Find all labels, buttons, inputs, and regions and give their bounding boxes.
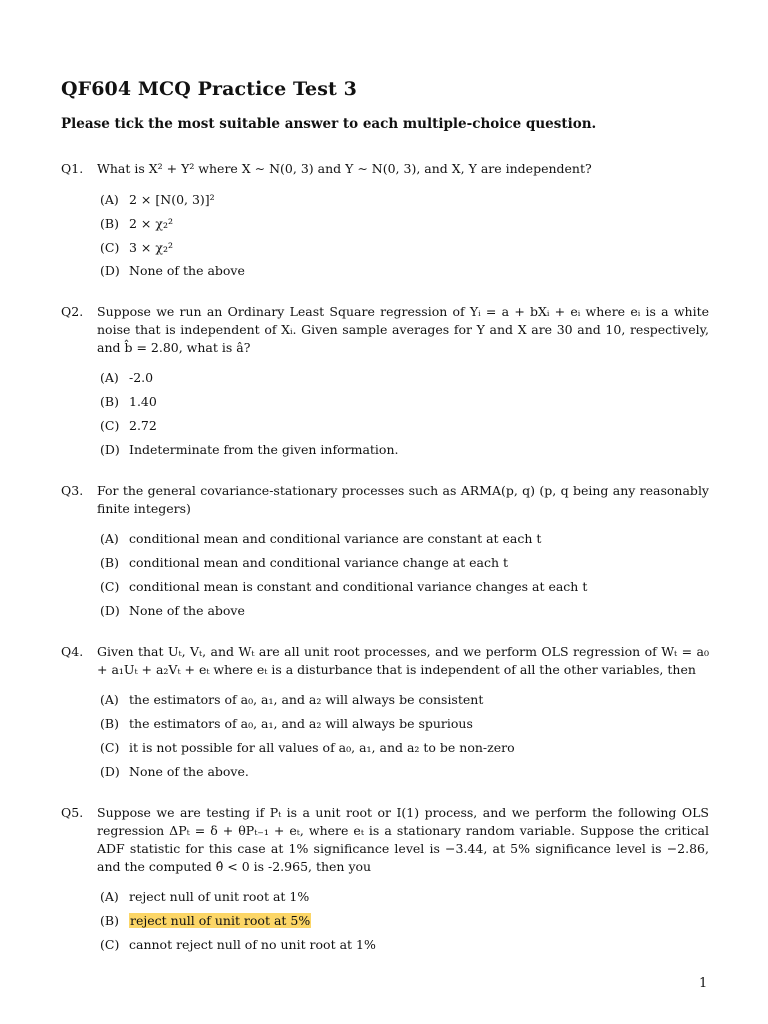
option-label: (B) bbox=[100, 913, 119, 928]
option-q1-c[interactable] bbox=[100, 239, 173, 257]
option-text: 3 × χ₂² bbox=[129, 240, 173, 255]
option-text: 2 × [N(0, 3)]² bbox=[129, 192, 215, 207]
question-5 bbox=[61, 804, 709, 876]
option-text: it is not possible for all values of a₀, a₁, and a₂ to be non-zero bbox=[129, 740, 515, 755]
option-text: None of the above bbox=[129, 263, 245, 278]
option-text: 2.72 bbox=[129, 418, 157, 433]
option-text: reject null of unit root at 1% bbox=[129, 889, 310, 904]
option-label: (D) bbox=[100, 764, 120, 779]
question-number: Q4. bbox=[61, 644, 84, 659]
question-number: Q3. bbox=[61, 483, 84, 498]
option-q4-d[interactable] bbox=[100, 763, 249, 781]
option-text: 2 × χ₂² bbox=[129, 216, 173, 231]
question-text: What is X² + Y² where X ∼ N(0, 3) and Y ∼ N(0, 3), and X, Y are independent? bbox=[97, 161, 592, 176]
question-4 bbox=[61, 643, 709, 679]
option-label: (D) bbox=[100, 263, 120, 278]
option-label: (A) bbox=[100, 889, 119, 904]
option-q4-b[interactable] bbox=[100, 715, 473, 733]
option-label: (D) bbox=[100, 603, 120, 618]
question-2 bbox=[61, 303, 709, 357]
option-q2-c[interactable] bbox=[100, 417, 157, 435]
option-label: (A) bbox=[100, 192, 119, 207]
question-number: Q2. bbox=[61, 304, 84, 319]
option-q1-a[interactable] bbox=[100, 191, 215, 209]
option-text: cannot reject null of no unit root at 1% bbox=[129, 937, 376, 952]
question-text: Suppose we are testing if Pₜ is a unit root or I(1) process, and we perform the following OLS regression ΔPₜ = δ + θPₜ₋₁ + eₜ, where eₜ is a stationary random variable. Suppose the critical ADF statistic for this case at 1% significance level is −3.44, at 5% significance level is −2.86, and the computed θ̂ < 0 is -2.965, then you bbox=[97, 805, 709, 874]
option-q3-a[interactable] bbox=[100, 530, 541, 548]
option-q2-d[interactable] bbox=[100, 441, 398, 459]
option-label: (C) bbox=[100, 240, 120, 255]
option-text: Indeterminate from the given information. bbox=[129, 442, 399, 457]
question-text: For the general covariance-stationary processes such as ARMA(p, q) (p, q being any reasonably finite integers) bbox=[97, 483, 709, 516]
option-q5-c[interactable] bbox=[100, 936, 376, 954]
question-number: Q1. bbox=[61, 161, 84, 176]
option-q1-b[interactable] bbox=[100, 215, 173, 233]
option-label: (B) bbox=[100, 394, 119, 409]
option-q2-b[interactable] bbox=[100, 393, 157, 411]
option-label: (B) bbox=[100, 555, 119, 570]
option-q4-a[interactable] bbox=[100, 691, 483, 709]
option-text: conditional mean and conditional variance are constant at each t bbox=[129, 531, 542, 546]
option-label: (A) bbox=[100, 692, 119, 707]
option-text: None of the above. bbox=[129, 764, 249, 779]
highlighted-answer-text: reject null of unit root at 5% bbox=[130, 913, 311, 928]
option-q1-d[interactable] bbox=[100, 262, 245, 280]
question-1 bbox=[61, 160, 709, 178]
option-q3-c[interactable] bbox=[100, 578, 587, 596]
option-q5-a[interactable] bbox=[100, 888, 309, 906]
question-text: Given that Uₜ, Vₜ, and Wₜ are all unit root processes, and we perform OLS regression of Wₜ = a₀ + a₁Uₜ + a₂Vₜ + eₜ where eₜ is a disturbance that is independent of all the other variables, then bbox=[97, 644, 709, 677]
option-label: (C) bbox=[100, 418, 120, 433]
page-number: 1 bbox=[699, 976, 708, 991]
option-text: 1.40 bbox=[129, 394, 157, 409]
option-text: the estimators of a₀, a₁, and a₂ will always be spurious bbox=[129, 716, 473, 731]
option-text: conditional mean and conditional variance change at each t bbox=[129, 555, 509, 570]
option-text: the estimators of a₀, a₁, and a₂ will always be consistent bbox=[129, 692, 484, 707]
page-title: QF604 MCQ Practice Test 3 bbox=[61, 78, 357, 100]
question-3 bbox=[61, 482, 709, 518]
option-q4-c[interactable] bbox=[100, 739, 515, 757]
option-text: None of the above bbox=[129, 603, 245, 618]
option-label: (C) bbox=[100, 937, 120, 952]
option-q3-b[interactable] bbox=[100, 554, 508, 572]
option-text: conditional mean is constant and conditional variance changes at each t bbox=[129, 579, 588, 594]
question-text: Suppose we run an Ordinary Least Square regression of Yᵢ = a + bXᵢ + eᵢ where eᵢ is a white noise that is independent of Xᵢ. Given sample averages for Y and X are 30 and 10, respectively, and b̂ = 2.80, what is â? bbox=[97, 304, 709, 355]
option-q2-a[interactable] bbox=[100, 369, 153, 387]
question-number: Q5. bbox=[61, 805, 84, 820]
option-label: (C) bbox=[100, 740, 120, 755]
option-label: (A) bbox=[100, 370, 119, 385]
option-label: (B) bbox=[100, 716, 119, 731]
option-label: (A) bbox=[100, 531, 119, 546]
option-label: (B) bbox=[100, 216, 119, 231]
option-text: -2.0 bbox=[129, 370, 154, 385]
option-q3-d[interactable] bbox=[100, 602, 245, 620]
option-label: (D) bbox=[100, 442, 120, 457]
instruction-text: Please tick the most suitable answer to each multiple-choice question. bbox=[61, 116, 597, 132]
option-label: (C) bbox=[100, 579, 120, 594]
option-q5-b[interactable] bbox=[100, 912, 311, 930]
